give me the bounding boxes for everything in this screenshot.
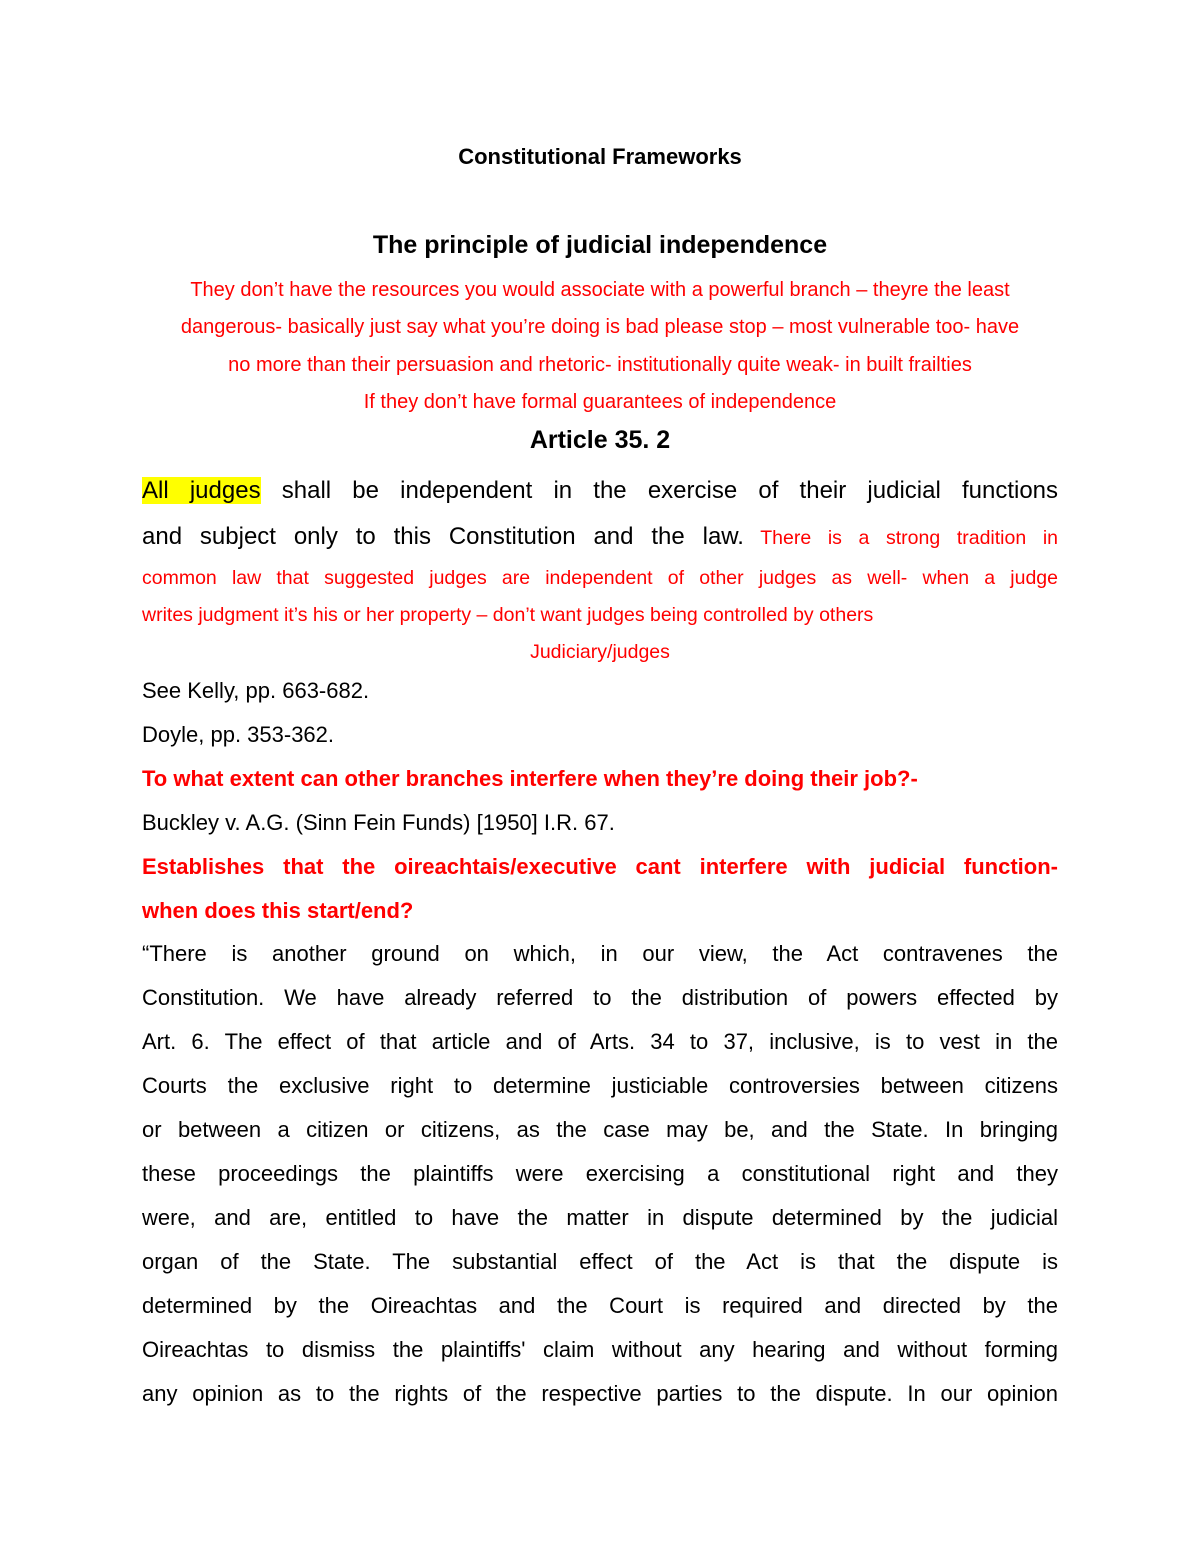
note-line: no more than their persuasion and rhetoric- institutionally quite weak- in built frailties: [228, 353, 972, 376]
quote-line: Art. 6. The effect of that article and of Arts. 34 to 37, inclusive, is to vest in the: [142, 1029, 1058, 1054]
document-title: Constitutional Frameworks: [458, 144, 742, 169]
annotation-label: Judiciary/judges: [530, 641, 670, 663]
note-line: dangerous- basically just say what you’re doing is bad please stop – most vulnerable too- have: [180, 316, 1020, 339]
quote-line: “There is another ground on which, in our view, the Act contravenes the: [142, 941, 1058, 966]
article-line-2: [142, 514, 1058, 560]
article-text: shall be independent in the exercise of their judicial functions: [260, 477, 1059, 504]
quote-line: Courts the exclusive right to determine justiciable controversies between citizens: [142, 1073, 1058, 1098]
section-heading: The principle of judicial independence: [372, 231, 828, 259]
question-annotation: To what extent can other branches interfere when they’re doing their job?-: [142, 766, 918, 791]
quote-line: or between a citizen or citizens, as the case may be, and the State. In bringing: [142, 1117, 1058, 1142]
quote-line: Oireachtas to dismiss the plaintiffs' claim without any hearing and without forming: [142, 1337, 1058, 1362]
reference-doyle: Doyle, pp. 353-362.: [142, 722, 335, 747]
reference-kelly: See Kelly, pp. 663-682.: [142, 678, 370, 703]
case-citation: Buckley v. A.G. (Sinn Fein Funds) [1950] I.R. 67.: [142, 810, 615, 835]
annotation-text: There is a strong tradition in: [743, 527, 1058, 549]
intro-notes: [142, 272, 1058, 421]
article-heading: Article 35. 2: [529, 426, 671, 454]
quote-line: Constitution. We have already referred to the distribution of powers effected by: [142, 985, 1058, 1010]
note-line: They don’t have the resources you would associate with a powerful branch – theyre the least: [190, 279, 1010, 301]
article-text: and subject only to this Constitution and the law.: [142, 523, 744, 550]
quote-line: these proceedings the plaintiffs were exercising a constitutional right and they: [142, 1161, 1058, 1186]
annotation-line: writes judgment it’s his or her property – don’t want judges being controlled by others: [142, 604, 874, 626]
case-annotation-line: when does this start/end?: [142, 898, 414, 923]
highlighted-text: All judges: [142, 477, 261, 504]
article-body: [142, 468, 1058, 671]
case-annotation-line: Establishes that the oireachtais/executive cant interfere with judicial function-: [142, 854, 1058, 879]
note-line: If they don’t have formal guarantees of independence: [363, 390, 837, 413]
article-line-1: [142, 468, 1058, 514]
annotation-line: common law that suggested judges are independent of other judges as well- when a judge: [142, 567, 1058, 589]
case-quote: [142, 932, 1058, 1416]
quote-line: any opinion as to the rights of the respective parties to the dispute. In our opinion: [142, 1381, 1058, 1406]
quote-line: determined by the Oireachtas and the Court is required and directed by the: [142, 1293, 1058, 1318]
quote-line: were, and are, entitled to have the matter in dispute determined by the judicial: [142, 1205, 1058, 1230]
references: [142, 669, 1058, 933]
quote-line: organ of the State. The substantial effect of the Act is that the dispute is: [142, 1249, 1058, 1274]
